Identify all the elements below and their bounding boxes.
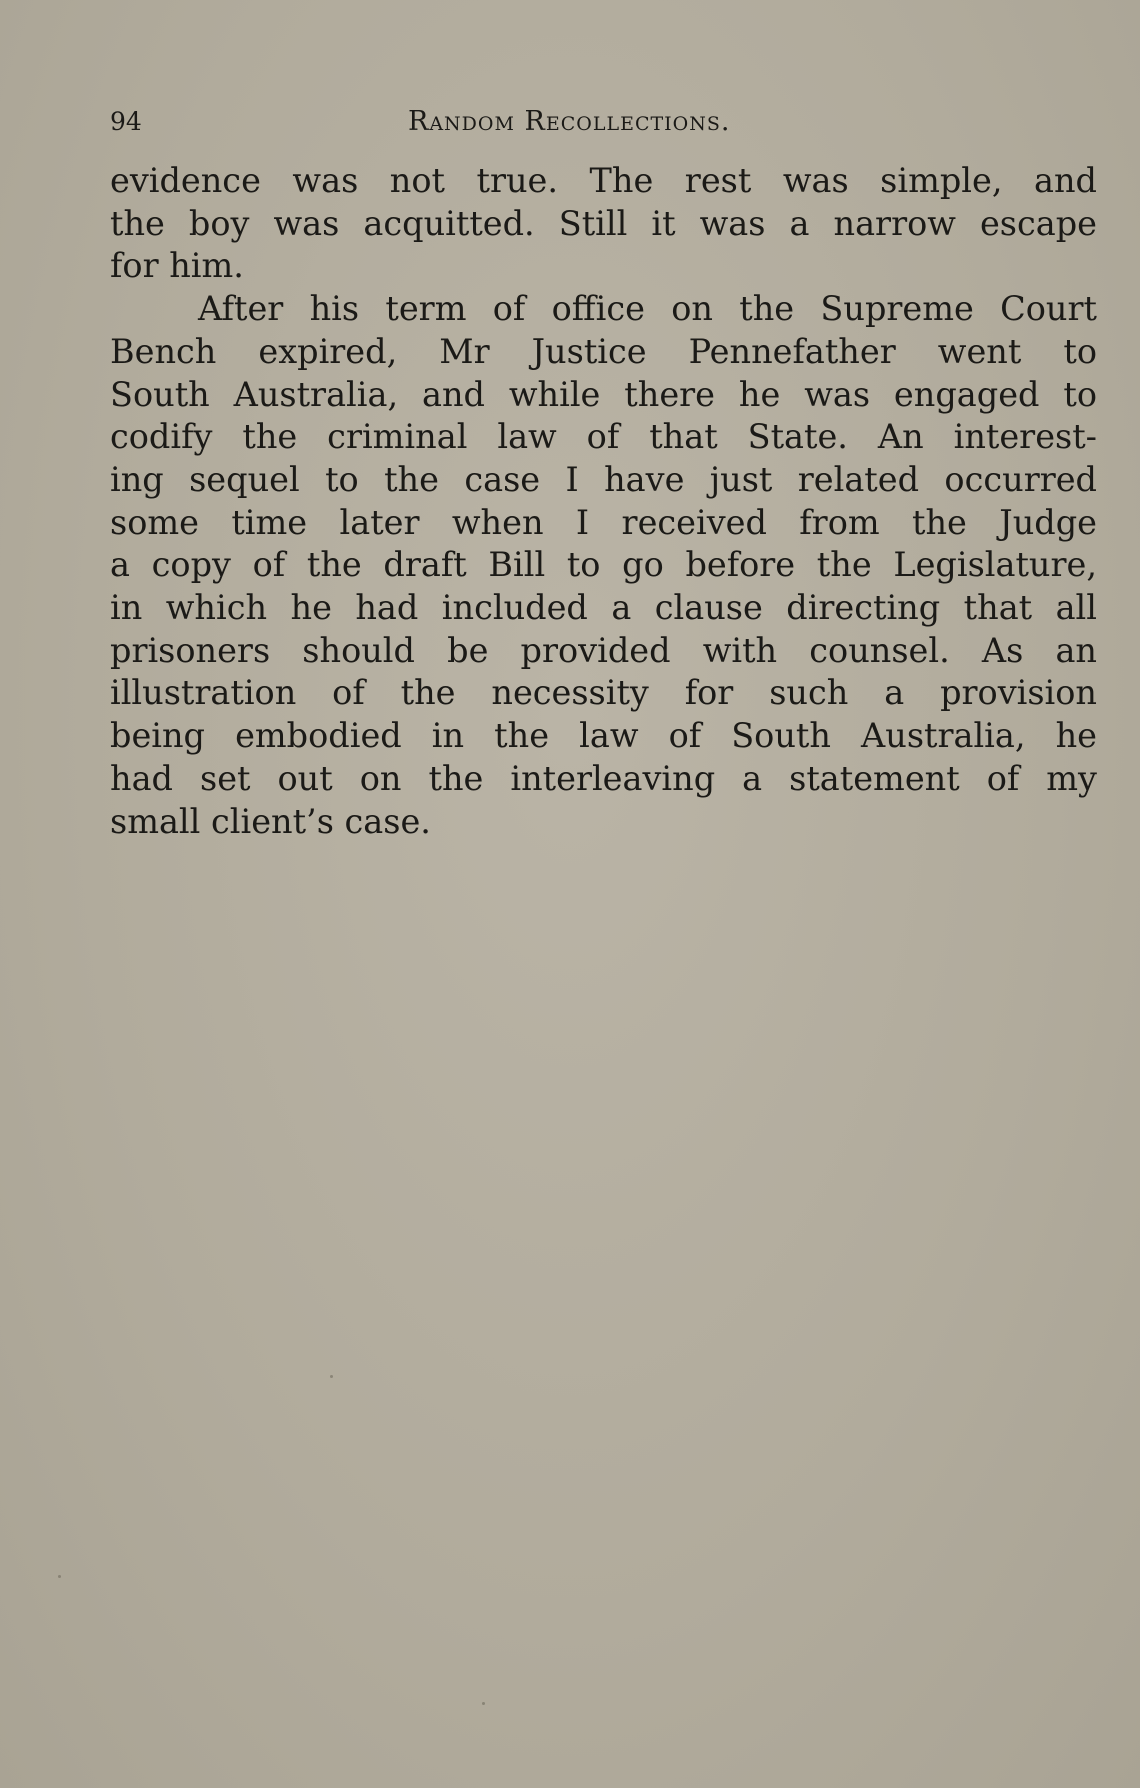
text-line: prisoners should be provided with counsel. As an (110, 630, 1097, 670)
running-title: Random Recollections. (408, 106, 731, 137)
text-line: evidence was not true. The rest was simple, and (110, 161, 1097, 200)
text-line: illustration of the necessity for such a provision (110, 673, 1097, 713)
paper-speck (58, 1575, 61, 1578)
text-line: Bench expired, Mr Justice Pennefather went to (110, 331, 1097, 371)
text-line: small client’s case. (110, 801, 431, 841)
paragraph-1 (110, 160, 1097, 288)
running-head (110, 104, 1100, 140)
text-line: ing sequel to the case I have just related occurred (110, 459, 1097, 499)
paper-speck (330, 1375, 333, 1378)
paragraph-2 (110, 288, 1097, 843)
text-line: the boy was acquitted. Still it was a narrow escape (110, 203, 1097, 243)
text-line: for him. (110, 246, 244, 286)
text-line: some time later when I received from the Judge (110, 502, 1097, 542)
text-line: being embodied in the law of South Australia, he (110, 716, 1097, 756)
text-line: After his term of office on the Supreme Court (198, 289, 1097, 329)
text-line: a copy of the draft Bill to go before the Legislature, (110, 545, 1097, 585)
text-line: in which he had included a clause directing that all (110, 588, 1097, 628)
page-number: 94 (110, 107, 142, 136)
text-line: had set out on the interleaving a statement of my (110, 758, 1097, 798)
text-line: South Australia, and while there he was engaged to (110, 374, 1097, 414)
paper-speck (482, 1702, 485, 1705)
body-text (110, 160, 1097, 843)
text-line: codify the criminal law of that State. An interest- (110, 417, 1097, 457)
